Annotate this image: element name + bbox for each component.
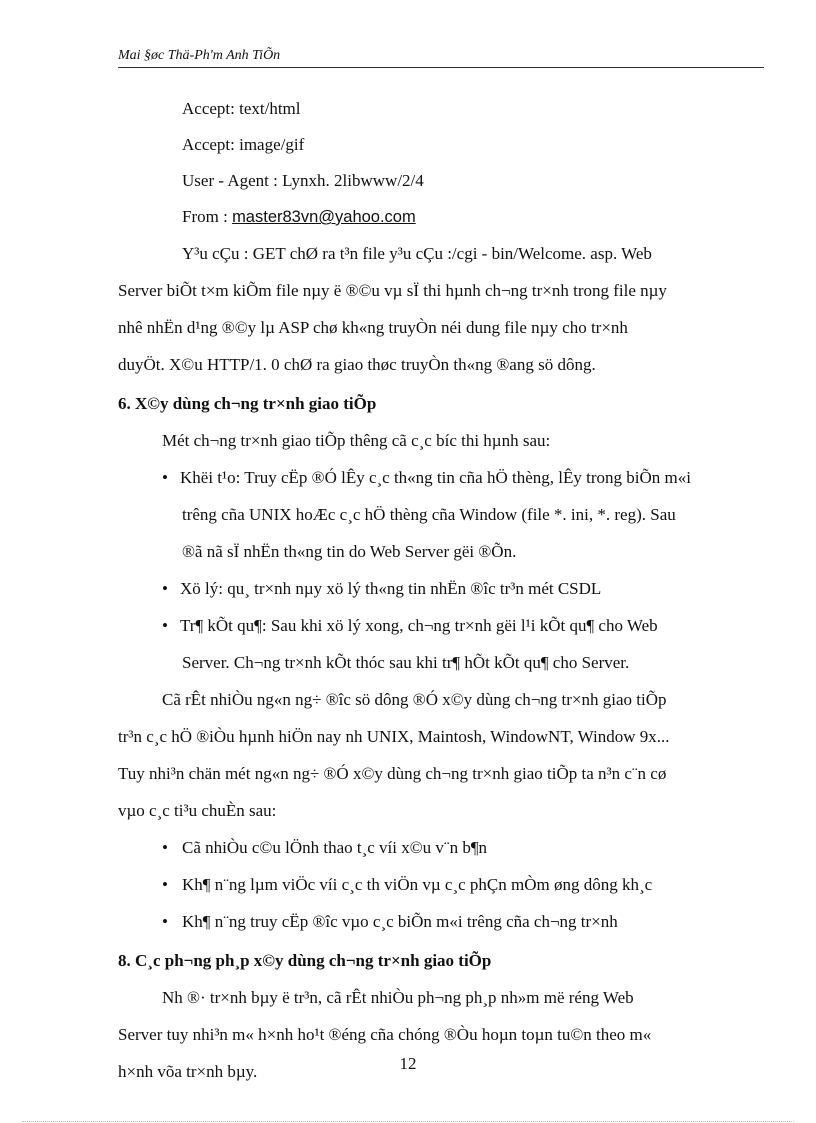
paragraph-languages bbox=[118, 685, 758, 825]
para3-line1: Cã rÊt nhiÒu ng«n ng÷ ®îc sö dông ®Ó x©y dùng ch¬ng tr×nh giao tiÕp bbox=[162, 690, 667, 709]
list-item bbox=[118, 833, 758, 862]
document-body bbox=[118, 94, 758, 1086]
from-email-link[interactable]: master83vn@yahoo.com bbox=[232, 208, 416, 226]
para1-line3: nhê nhËn d¹ng ®©y lµ ASP chø kh«ng truyÒn néi dung file nµy cho tr×nh bbox=[118, 318, 628, 337]
step-1-line1: Khëi t¹o: Truy cËp ®Ó lÊy c¸c th«ng tin cña hÖ thèng, lÊy trong biÕn m«i bbox=[180, 468, 691, 487]
section-heading-8: 8. C¸c ph¬ng ph¸p x©y dùng ch¬ng tr×nh giao tiÕp bbox=[118, 951, 492, 970]
para4-line1: Nh ®· tr×nh bµy ë tr³n, cã rÊt nhiÒu ph¬ng ph¸p nh»m më réng Web bbox=[162, 988, 634, 1007]
para1-line4: duyÖt. X©u HTTP/1. 0 chØ ra giao thøc truyÒn th«ng ®ang sö dông. bbox=[118, 355, 596, 374]
para1-line2: Server biÕt t×m kiÕm file nµy ë ®©u vµ sÏ thi hµnh ch¬ng tr×nh trong file nµy bbox=[118, 281, 667, 300]
list-item bbox=[118, 907, 758, 936]
step-3-line1: Tr¶ kÕt qu¶: Sau khi xö lý xong, ch¬ng tr×nh gëi l¹i kÕt qu¶ cho Web bbox=[180, 616, 658, 635]
bullet-icon: • bbox=[162, 579, 168, 598]
list-item bbox=[118, 611, 758, 640]
steps-list bbox=[118, 463, 758, 677]
page-number: 12 bbox=[399, 1054, 417, 1073]
para1-line1: Y³u cÇu : GET chØ ra t³n file y³u cÇu :/cgi - bin/Welcome. asp. Web bbox=[182, 244, 652, 263]
paragraph-request-explanation bbox=[118, 239, 758, 379]
step-3-line2: Server. Ch¬ng tr×nh kÕt thóc sau khi tr¶ hÕt kÕt qu¶ cho Server. bbox=[182, 653, 630, 672]
step-1-line3: ®ã nã sÏ nhËn th«ng tin do Web Server gëi ®Õn. bbox=[182, 542, 517, 561]
para3-line4: vµo c¸c ti³u chuÈn sau: bbox=[118, 801, 277, 820]
para3-line3: Tuy nhi³n chän mét ng«n ng÷ ®Ó x©y dùng ch¬ng tr×nh giao tiÕp ta n³n c¨n cø bbox=[118, 764, 667, 783]
bullet-icon: • bbox=[162, 616, 168, 635]
request-accept-html: Accept: text/html bbox=[182, 99, 301, 118]
list-item bbox=[118, 463, 758, 492]
criterion-2: Kh¶ n¨ng lµm viÖc víi c¸c th viÖn vµ c¸c phÇn mÒm øng dông kh¸c bbox=[182, 875, 653, 894]
para4-line3: h×nh võa tr×nh bµy. bbox=[118, 1062, 258, 1081]
section-heading-6: 6. X©y dùng ch¬ng tr×nh giao tiÕp bbox=[118, 394, 377, 413]
criteria-list bbox=[118, 833, 758, 936]
header-rule bbox=[118, 67, 764, 68]
footer-rule bbox=[22, 1121, 794, 1122]
bullet-icon: • bbox=[162, 912, 168, 931]
bullet-icon: • bbox=[162, 875, 168, 894]
bullet-icon: • bbox=[162, 838, 168, 857]
criterion-3: Kh¶ n¨ng truy cËp ®îc vµo c¸c biÕn m«i trêng cña ch¬ng tr×nh bbox=[182, 912, 618, 931]
page-header-title: Mai §øc Thä-Ph'm Anh TiÕn bbox=[118, 48, 281, 63]
bullet-icon: • bbox=[162, 468, 168, 487]
list-item bbox=[118, 574, 758, 603]
para3-line2: tr³n c¸c hÖ ®iÒu hµnh hiÖn nay nh UNIX, Maintosh, WindowNT, Window 9x... bbox=[118, 727, 670, 746]
step-2-line1: Xö lý: qu¸ tr×nh nµy xö lý th«ng tin nhËn ®îc tr³n mét CSDL bbox=[180, 579, 602, 598]
para4-line2: Server tuy nhi³n m« h×nh ho¹t ®éng cña chóng ®Òu hoµn toµn tu©n theo m« bbox=[118, 1025, 652, 1044]
request-user-agent: User - Agent : Lynxh. 2libwww/2/4 bbox=[182, 171, 424, 190]
request-accept-gif: Accept: image/gif bbox=[182, 135, 305, 154]
step-1-line2: trêng cña UNIX hoÆc c¸c hÖ thèng cña Window (file *. ini, *. reg). Sau bbox=[182, 505, 676, 524]
para2: Mét ch¬ng tr×nh giao tiÕp thêng cã c¸c bíc thi hµnh sau: bbox=[162, 431, 551, 450]
request-from bbox=[118, 202, 758, 232]
list-item bbox=[118, 870, 758, 899]
criterion-1: Cã nhiÒu c©u lÖnh thao t¸c víi x©u v¨n b¶n bbox=[182, 838, 488, 857]
from-label: From : bbox=[182, 207, 233, 226]
